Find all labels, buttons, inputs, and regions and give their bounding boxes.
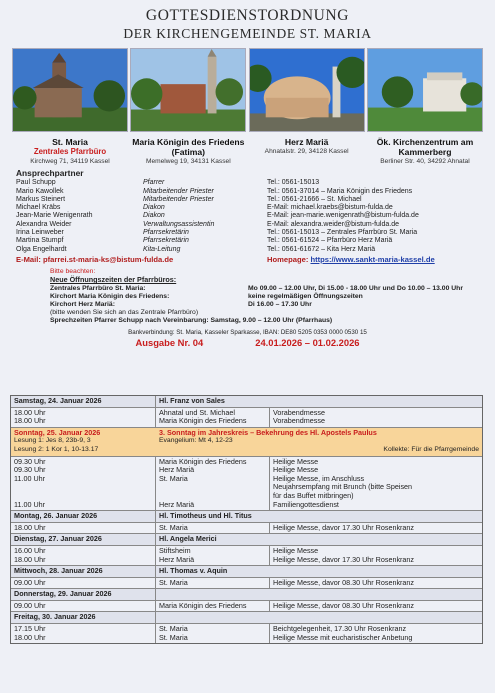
church-address: Berliner Str. 40, 34292 Ahnatal: [380, 158, 470, 165]
church-subtitle: Zentrales Pfarrbüro: [33, 147, 107, 156]
day-header-row: [11, 396, 482, 407]
office-label: Zentrales Pfarrbüro St. Maria:: [50, 284, 146, 292]
issue-line: [10, 337, 485, 348]
homepage-label: Homepage:: [267, 254, 311, 264]
contact-info: E-Mail: michael.kraebs@bistum-fulda.de: [267, 204, 393, 212]
service-description: für das Buffet mitbringen): [273, 490, 354, 500]
service-places: [156, 457, 270, 511]
service-times: [11, 546, 156, 565]
contact-role: Pfarrsekretärin: [143, 229, 189, 237]
service-description: Familiengottesdienst: [273, 499, 339, 509]
issue-number: Ausgabe Nr. 04: [135, 337, 204, 349]
contact-info: Tel.: 0561-61672 – Kita Herz Mariä: [267, 245, 376, 253]
service-row: [11, 522, 482, 534]
contact-info: E-Mail: alexandra.weider@bistum-fulda.de: [267, 220, 399, 228]
parish-email[interactable]: E-Mail: pfarrei.st-maria-ks@bistum-fulda.de: [16, 254, 174, 264]
service-places: [156, 523, 270, 534]
service-place: St. Maria: [159, 473, 188, 483]
day-label: Sonntag, 25. Januar 2026: [14, 427, 101, 437]
church-address: Kirchweg 71, 34119 Kassel: [30, 157, 110, 165]
contact-info: Tel.: 0561-37014 – Maria Königin des Friedens: [267, 187, 413, 195]
contact-footer: [16, 255, 485, 264]
church-name: Maria Königin des Friedens (Fatima): [132, 137, 245, 157]
day-label: Freitag, 30. Januar 2026: [11, 612, 156, 623]
service-descriptions: [270, 578, 482, 589]
service-time: 11.00 Uhr: [14, 499, 46, 509]
contact-row: [16, 229, 485, 237]
bank-details: Bankverbindung: St. Maria, Kasseler Sparkasse, IBAN: DE80 5205 0353 0000 0530 15: [128, 328, 367, 336]
contact-section: [10, 168, 485, 264]
service-place: St. Maria: [159, 632, 188, 642]
service-time: 09.30 Uhr: [14, 456, 46, 466]
contact-role: Pfarrer: [143, 179, 165, 187]
service-place: St. Maria: [159, 522, 188, 532]
service-place: Maria Königin des Friedens: [159, 456, 247, 466]
service-times: [11, 523, 156, 534]
church-card-maria-koenigin: [130, 48, 246, 166]
church-name: St. Maria: [52, 137, 88, 147]
service-times: [11, 601, 156, 612]
service-time: 11.00 Uhr: [14, 473, 46, 483]
church-photo-st-maria: [12, 48, 128, 132]
office-label: Kirchort Herz Mariä:: [50, 301, 115, 309]
title-line-2: DER KIRCHENGEMEINDE ST. MARIA: [123, 26, 372, 41]
contact-role: Mitarbeitender Priester: [143, 187, 214, 195]
feast-label: Hl. Angela Merici: [159, 534, 217, 544]
lesung-1: Lesung 1: Jes 8, 23b-9, 3: [14, 437, 91, 445]
church-photo-kammerberg: [367, 48, 483, 132]
sunday-highlight-row: [11, 427, 482, 456]
office-hours: Di 16.00 – 17.30 Uhr: [248, 301, 312, 309]
service-time: 18.00 Uhr: [14, 407, 46, 417]
contact-row: [16, 212, 485, 220]
church-photo-herz-mariae: [249, 48, 365, 132]
service-description: Heilige Messe mit eucharistischer Anbetung: [273, 632, 413, 642]
service-row: [11, 456, 482, 511]
service-row: [11, 600, 482, 612]
contact-row: [16, 237, 485, 245]
contact-row: [16, 196, 485, 204]
lesung-2: Lesung 2: 1 Kor 1, 10-13.17: [14, 445, 99, 453]
day-label: Samstag, 24. Januar 2026: [11, 396, 156, 407]
service-row: [11, 407, 482, 427]
church-name: Herz Mariä: [284, 137, 329, 147]
service-descriptions: [270, 624, 482, 643]
service-descriptions: [270, 523, 482, 534]
service-time: [14, 483, 152, 492]
feast-label: Hl. Timotheus und Hl. Titus: [159, 511, 252, 521]
service-time: 16.00 Uhr: [14, 545, 46, 555]
service-description: Heilige Messe: [273, 456, 319, 466]
contact-info: Tel.: 0561-21666 – St. Michael: [267, 195, 362, 203]
service-description: Heilige Messe: [273, 465, 319, 475]
service-description: Heilige Messe, davor 17.30 Uhr Rosenkranz: [273, 522, 415, 532]
service-description: Heilige Messe, davor 08.30 Uhr Rosenkranz: [273, 600, 415, 610]
contact-name: Michael Kräbs: [16, 204, 61, 212]
homepage-line: [267, 255, 435, 264]
service-places: [156, 578, 270, 589]
service-time: 09.00 Uhr: [14, 577, 46, 587]
kollekte: Kollekte: Für die Pfarrgemeinde: [383, 445, 479, 453]
evangelium: Evangelium: Mt 4, 12-23: [159, 437, 233, 445]
church-photo-maria-koenigin: [130, 48, 246, 132]
service-place: [159, 483, 266, 492]
office-label: Kirchort Maria Königin des Friedens:: [50, 292, 170, 300]
contact-name: Mario Kawollek: [16, 187, 64, 195]
contact-role: Mitarbeitender Priester: [143, 195, 214, 203]
service-place: St. Maria: [159, 577, 188, 587]
contact-info: Tel.: 0561-15013: [267, 179, 320, 187]
contact-name: Martina Stumpf: [16, 237, 64, 245]
service-place: Ahnatal und St. Michael: [159, 407, 235, 417]
service-description: Beichtgelegenheit, 17.30 Uhr Rosenkranz: [273, 624, 407, 634]
service-times: [11, 624, 156, 643]
church-card-st-maria: [12, 48, 128, 166]
service-description: Neujahrsempfang mit Brunch (bitte Speisen: [273, 482, 413, 492]
day-label: Montag, 26. Januar 2026: [11, 511, 156, 522]
office-hours-row: [50, 301, 485, 309]
contact-info: Tel.: 0561-15013 – Zentrales Pfarrbüro St. Maria: [267, 229, 418, 237]
service-time: 09.00 Uhr: [14, 600, 46, 610]
service-descriptions: [270, 546, 482, 565]
contact-name: Jean-Marie Wenigenrath: [16, 212, 93, 220]
day-header-row: [11, 611, 482, 623]
sunday-right: [156, 428, 482, 456]
service-time: 17.15 Uhr: [14, 624, 46, 634]
contact-row: [16, 179, 485, 187]
service-place: Maria Königin des Friedens: [159, 416, 247, 426]
service-places: [156, 624, 270, 643]
contact-role: Pfarrsekretärin: [143, 237, 189, 245]
day-label: Mittwoch, 28. Januar 2026: [11, 566, 156, 577]
contact-row: [16, 188, 485, 196]
title-line-1: GOTTESDIENSTORDNUNG: [145, 7, 350, 24]
feast-label: Hl. Franz von Sales: [159, 396, 225, 405]
service-time: 18.00 Uhr: [14, 522, 46, 532]
feast-label: [156, 589, 482, 600]
contact-name: Olga Engelhardt: [16, 245, 67, 253]
day-header-row: [11, 565, 482, 577]
service-time: 09.30 Uhr: [14, 465, 46, 475]
office-hours-row: [50, 293, 485, 301]
day-header-row: [11, 510, 482, 522]
contact-role: Verwaltungsassistentin: [143, 220, 215, 228]
contact-role: Diakon: [143, 204, 165, 212]
contact-info: E-Mail: jean-marie.wenigenrath@bistum-fulda.de: [267, 212, 419, 220]
church-name: Ök. Kirchenzentrum am Kammerberg: [376, 137, 474, 157]
contact-heading: Ansprechpartner: [16, 168, 84, 179]
contact-row: [16, 221, 485, 229]
service-place: St. Maria: [159, 624, 188, 634]
service-place: Maria Königin des Friedens: [159, 600, 247, 610]
contact-name: Irina Leinweber: [16, 229, 64, 237]
feast-label: [156, 612, 482, 623]
notice-bitte: Bitte beachten:: [50, 268, 96, 276]
service-time: 18.00 Uhr: [14, 416, 46, 426]
church-address: Ahnatalstr. 29, 34128 Kassel: [264, 148, 349, 155]
church-card-herz-mariae: [249, 48, 365, 166]
service-descriptions: [270, 601, 482, 612]
contact-row: [16, 204, 485, 212]
church-gallery: [10, 48, 485, 166]
contact-name: Alexandra Weider: [16, 220, 72, 228]
office-hours-row: [50, 285, 485, 293]
service-description: Heilige Messe, davor 17.30 Uhr Rosenkranz: [273, 554, 415, 564]
contact-name: Markus Steinert: [16, 195, 66, 203]
day-header-row: [11, 588, 482, 600]
office-hours-notice: [50, 268, 485, 325]
service-descriptions: [270, 457, 482, 511]
contact-role: Diakon: [143, 212, 165, 220]
feast-label: 3. Sonntag im Jahreskreis – Bekehrung des Hl. Apostels Paulus: [159, 427, 377, 437]
homepage-link[interactable]: https://www.sankt-maria-kassel.de: [310, 254, 435, 264]
service-description: Vorabendmesse: [273, 416, 325, 426]
service-places: [156, 408, 270, 427]
service-row: [11, 545, 482, 565]
notice-sprechzeiten: Sprechzeiten Pfarrer Schupp nach Vereinbarung: Samstag, 9.00 – 12.00 Uhr (Pfarrhaus): [50, 317, 333, 325]
service-place: Stiftsheim: [159, 545, 191, 555]
office-hours: Mo 09.00 – 12.00 Uhr, Di 15.00 - 18.00 Uhr und Do 10.00 – 13.00 Uhr: [248, 284, 463, 292]
feast-label: Hl. Thomas v. Aquin: [159, 566, 228, 576]
contact-row: [16, 246, 485, 254]
service-description: Heilige Messe: [273, 545, 319, 555]
service-schedule-table: [10, 395, 483, 644]
service-times: [11, 578, 156, 589]
service-time: 18.00 Uhr: [14, 632, 46, 642]
sunday-left: [11, 428, 156, 456]
service-description: Heilige Messe, davor 08.30 Uhr Rosenkranz: [273, 577, 415, 587]
issue-range: 24.01.2026 – 01.02.2026: [255, 337, 360, 349]
service-place: Herz Mariä: [159, 554, 195, 564]
service-descriptions: [270, 408, 482, 427]
service-places: [156, 601, 270, 612]
service-description: Vorabendmesse: [273, 407, 325, 417]
day-label: Donnerstag, 29. Januar 2026: [11, 589, 156, 600]
service-times: [11, 408, 156, 427]
day-label: Dienstag, 27. Januar 2026: [11, 534, 156, 545]
service-times: [11, 457, 156, 511]
service-row: [11, 623, 482, 643]
day-header-row: [11, 533, 482, 545]
notice-heading: Neue Öffnungszeiten der Pfarrbüros:: [50, 275, 177, 285]
contact-role: Kita-Leitung: [143, 245, 181, 253]
notice-note: (bitte wenden Sie sich an das Zentrale Pfarrbüro): [50, 309, 199, 317]
contact-name: Paul Schupp: [16, 179, 56, 187]
church-address: Memelweg 19, 34131 Kassel: [145, 158, 231, 165]
service-place: Herz Mariä: [159, 465, 195, 475]
contact-info: Tel.: 0561-61524 – Pfarrbüro Herz Mariä: [267, 237, 393, 245]
church-card-kammerberg: [367, 48, 483, 166]
service-row: [11, 577, 482, 589]
service-places: [156, 546, 270, 565]
page-title: [10, 6, 485, 42]
office-hours: keine regelmäßigen Öffnungszeiten: [248, 292, 363, 300]
service-time: 18.00 Uhr: [14, 554, 46, 564]
service-place: Herz Mariä: [159, 499, 195, 509]
service-description: Heilige Messe, im Anschluss: [273, 473, 365, 483]
